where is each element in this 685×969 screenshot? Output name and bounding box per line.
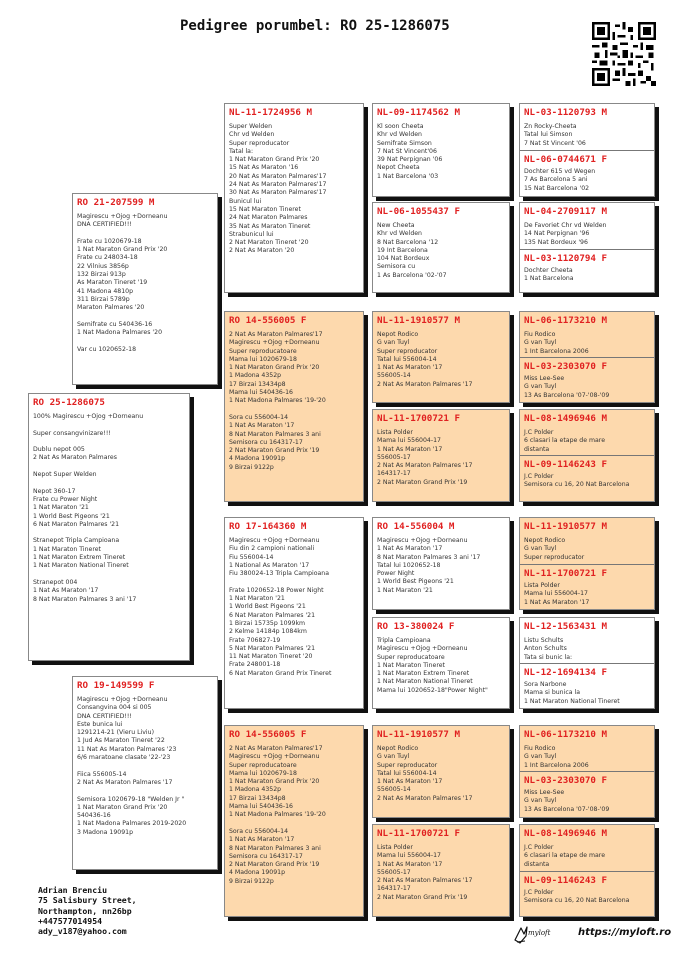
pigeon-notes: Magirescu +Ojog +Dorneanu 1 Nat As Maraton '17 8 Nat Maraton Palmares 3 ani '17 Tatal lui 1020652-18 Power Night 1 World Best Pigeons '21 1 Nat Maraton '21 [377,537,481,594]
pigeon-notes: 2 Nat As Maraton Palmares'17 Magirescu +Ojog +Dorneanu Super reproducatoare Mama lui 1020679-18 1 Nat Maraton Grand Prix '20 1 Madona 4352p 17 Birzai 13434p8 Mama lui 540436-16 1 Nat Madona Palmares '19-'20 Sora cu 556004-14 1 Nat As Maraton '17 8 Nat Maraton Palmares 3 ani Semisora cu 164317-17 2 Nat Maraton Grand Prix '19 4 Madona 19091p 9 Birzai 9122p [229,745,326,885]
ring-number: RO 13-380024 F [377,621,455,632]
ring-number: NL-08-1496946 M [524,413,607,424]
pigeon-pair-6 [519,617,655,709]
pigeon-card-sire-sire[interactable] [224,103,364,293]
pigeon-notes: Dochter 615 vd Wegen 7 As Barcelona 5 ani 15 Nat Barcelona '02 [524,168,596,192]
ring-number: RO 14-556005 F [229,729,307,740]
pigeon-notes: J.C Polder 6 clasari la etape de mare distanta [524,429,605,453]
pigeon-card-dam-dam[interactable] [224,725,364,917]
pigeon-card-ggg9[interactable] [524,521,650,562]
pigeon-card-ggg11[interactable] [524,621,650,662]
pigeon-pair-8 [519,824,655,917]
pigeon-notes: Miss Lee-See G van Tuyl 13 As Barcelona '07-'08-'09 [524,375,610,399]
ring-number: NL-11-1724956 M [229,107,312,118]
pigeon-notes: Magirescu +Ojog +Dorneanu Consangvina 004 si 005 DNA CERTIFIED!!! Este bunica lui 1291214-21 (Vieru Liviu) 1 Jud As Maraton Tineret '22 11 Nat As Maraton Palmares '23 6/6 maratoane clasate '22-'23 Fiica 556005-14 2 Nat As Maraton Palmares '17 Semisora 1020679-18 "Welden Jr " 1 Nat Maraton Grand Prix '20 540436-16 1 Nat Madona Palmares 2019-2020 3 Madona 19091p [77,696,187,836]
pigeon-notes: Magirescu +Ojog +Dorneanu Fiu din 2 campioni nationali Fiu 556004-14 1 National As Maraton '17 Fiu 380024-13 Tripla Campioana Frate 1020652-18 Power Night 1 Nat Maraton '21 1 World Best Pigeons '21 6 Nat Maraton Palmares '21 1 Birzai 15735p 1099km 2 Kelme 14184p 1084km Frate 706827-19 5 Nat Maraton Palmares '21 11 Nat Maraton Tineret '20 Frate 248001-18 6 Nat Maraton Grand Prix Tineret [229,537,332,677]
pigeon-card-gg8[interactable] [372,824,510,917]
ring-number: NL-11-1910577 M [377,729,460,740]
pigeon-notes: 2 Nat As Maraton Palmares'17 Magirescu +Ojog +Dorneanu Super reproducatoare Mama lui 1020679-18 1 Nat Maraton Grand Prix '20 1 Madona 4352p 17 Birzai 13434p8 Mama lui 540436-16 1 Nat Madona Palmares '19-'20 Sora cu 556004-14 1 Nat As Maraton '17 8 Nat Maraton Palmares 3 ani Semisora cu 164317-17 2 Nat Maraton Grand Prix '19 4 Madona 19091p 9 Birzai 9122p [229,331,326,471]
pigeon-card-ggg3[interactable] [524,206,650,247]
breeder-contact: Adrian Brenciu 75 Salisbury Street, Northampton, nn26bp +447577014954 ady_v187@yahoo.com [38,885,137,937]
pigeon-notes: Nepot Rodico G van Tuyl Super reproducator [524,537,585,561]
ring-number: RO 25-1286075 [33,397,105,408]
pigeon-card-gg2[interactable] [372,202,510,293]
ring-number: NL-09-1146243 F [524,875,607,886]
pigeon-card-ggg16[interactable] [520,871,654,906]
website-link[interactable]: https://myloft.ro [578,927,672,938]
ring-number: RO 21-207599 M [77,197,155,208]
pigeon-notes: Fiu Rodico G van Tuyl 1 Int Barcelona 2006 [524,745,589,769]
pigeon-card-ggg1[interactable] [524,107,650,148]
pigeon-card-sire-dam[interactable] [224,311,364,502]
ring-number: NL-11-1700721 F [524,568,607,579]
pigeon-notes: J.C Polder Semisora cu 16, 20 Nat Barcelona [524,889,630,905]
pigeon-card-ggg15[interactable] [524,828,650,869]
ring-number: NL-11-1910577 M [377,315,460,326]
pigeon-card-ggg8[interactable] [520,455,654,490]
pigeon-pair-7 [519,725,655,818]
pigeon-card-dam[interactable] [72,676,218,870]
pigeon-pair-2 [519,202,655,293]
pigeon-card-ggg7[interactable] [524,413,650,454]
pigeon-notes: Miss Lee-See G van Tuyl 13 As Barcelona '07-'08-'09 [524,789,610,813]
pigeon-notes: Listu Schults Anton Schults Tata si bunic la: [524,637,573,661]
ring-number: NL-06-1055437 F [377,206,460,217]
pigeon-notes: New Cheeta Khr vd Welden 8 Nat Barcelona '12 19 Int Barcelona 104 Nat Bordeux Semisora cu 1 As Barcelona '02-'07 [377,222,447,279]
pigeon-card-gg6[interactable] [372,617,510,709]
ring-number: NL-03-1120793 M [524,107,607,118]
ring-number: NL-08-1496946 M [524,828,607,839]
ring-number: NL-11-1700721 F [377,413,460,424]
ring-number: NL-12-1694134 F [524,667,607,678]
pigeon-card-ggg2[interactable] [520,150,654,193]
pigeon-notes: Nepot Rodico G van Tuyl Super reproducator Tatal lui 556004-14 1 Nat As Maraton '17 556005-14 2 Nat As Maraton Palmares '17 [377,745,473,802]
pigeon-card-ggg4[interactable] [520,249,654,284]
pigeon-notes: J.C Polder Semisora cu 16, 20 Nat Barcelona [524,473,630,489]
ring-number: NL-11-1700721 F [377,828,460,839]
ring-number: NL-09-1146243 F [524,459,607,470]
pigeon-card-dam-sire[interactable] [224,517,364,709]
pigeon-notes: Magirescu +Ojog +Dorneanu DNA CERTIFIED!!! Frate cu 1020679-18 1 Nat Maraton Grand Prix '20 Frate cu 248034-18 22 Vilnius 3856p 132 Birzai 913p As Maraton Tineret '19 41 Madona 4810p 311 Birzai 5789p Maraton Palmares '20 Semifrate cu 540436-16 1 Nat Madona Palmares '20 Var cu 1020652-18 [77,213,168,353]
pigeon-notes: Tripla Campioana Magirescu +Ojog +Dorneanu Super reproducatoare 1 Nat Maraton Tineret 1 Nat Maraton Extrem Tineret 1 Nat Maraton National Tineret Mama lui 1020652-18"Power Night" [377,637,488,694]
pigeon-notes: J.C Polder 6 clasari la etape de mare distanta [524,844,605,868]
pigeon-card-gg3[interactable] [372,311,510,403]
page-title: Pedigree porumbel: RO 25-1286075 [180,18,450,34]
ring-number: NL-06-1173210 M [524,315,607,326]
pigeon-notes: Lista Polder Mama lui 556004-17 1 Nat As Maraton '17 [524,582,590,606]
qr-code-icon [592,22,656,86]
pigeon-notes: Nepot Rodico G van Tuyl Super reproducator Tatal lui 556004-14 1 Nat As Maraton '17 556005-14 2 Nat As Maraton Palmares '17 [377,331,473,388]
pigeon-notes: De Favoriet Chr vd Welden 14 Nat Perpignan '96 135 Nat Bordeux '96 [524,222,607,246]
ring-number: RO 19-149599 F [77,680,155,691]
pigeon-card-sire[interactable] [72,193,218,385]
pigeon-notes: Sora Narbone Mama si bunica la 1 Nat Maraton National Tineret [524,681,620,705]
pigeon-pair-4 [519,409,655,502]
logo-text: myloft [528,929,551,937]
pigeon-card-gg5[interactable] [372,517,510,610]
pigeon-pair-5 [519,517,655,610]
pigeon-card-ggg13[interactable] [524,729,650,770]
ring-number: RO 14-556005 F [229,315,307,326]
ring-number: RO 14-556004 M [377,521,455,532]
pigeon-notes: 100% Magirescu +Ojog +Dorneanu Super consangvinizare!!! Dublu nepot 005 2 Nat As Maraton Palmares Nepot Super Welden Nepot 360-17 Frate cu Power Night 1 Nat Maraton '21 1 World Best Pigeons '21 6 Nat Maraton Palmares '21 Stranepot Tripla Campioana 1 Nat Maraton Tineret 1 Nat Maraton Extrem Tineret 1 Nat Maraton National Tineret Stranepot 004 1 Nat As Maraton '17 8 Nat Maraton Palmares 3 ani '17 [33,413,144,603]
ring-number: NL-06-1173210 M [524,729,607,740]
pigeon-card-subject[interactable] [28,393,190,661]
pigeon-card-ggg10[interactable] [520,564,654,607]
pigeon-notes: Zn Rocky-Cheeta Tatal lui Simson 7 Nat St Vincent '06 [524,123,586,147]
ring-number: NL-04-2709117 M [524,206,607,217]
pigeon-card-ggg6[interactable] [520,357,654,400]
ring-number: NL-11-1910577 M [524,521,607,532]
pigeon-card-gg4[interactable] [372,409,510,502]
ring-number: NL-12-1563431 M [524,621,607,632]
ring-number: NL-03-2303070 F [524,361,607,372]
ring-number: NL-03-2303070 F [524,775,607,786]
pigeon-notes: Lista Polder Mama lui 556004-17 1 Nat As Maraton '17 556005-17 2 Nat As Maraton Palmares '17 164317-17 2 Nat Maraton Grand Prix '19 [377,429,473,486]
pigeon-pair-1 [519,103,655,197]
pigeon-card-ggg14[interactable] [520,771,654,814]
pigeon-notes: Lista Polder Mama lui 556004-17 1 Nat As Maraton '17 556005-17 2 Nat As Maraton Palmares '17 164317-17 2 Nat Maraton Grand Prix '19 [377,844,473,901]
pigeon-notes: Kl soon Cheeta Khr vd Welden Semifrate Simson 7 Nat St Vincent'06 39 Nat Perpignan '06 Nepot Cheeta 1 Nat Barcelona '03 [377,123,443,180]
ring-number: NL-06-0744671 F [524,154,607,165]
pigeon-card-gg7[interactable] [372,725,510,818]
pigeon-card-gg1[interactable] [372,103,510,197]
ring-number: RO 17-164360 M [229,521,307,532]
pigeon-card-ggg12[interactable] [520,663,654,706]
ring-number: NL-03-1120794 F [524,253,607,264]
pigeon-pair-3 [519,311,655,403]
pigeon-notes: Super Welden Chr vd Welden Super reproducator Tatal la: 1 Nat Maraton Grand Prix '20 15 Nat As Maraton '16 20 Nat As Maraton Palmares'17 24 Nat As Maraton Palmares'17 30 Nat As Maraton Palmares'17 Bunicul lui 15 Nat Maraton Tineret 24 Nat Maraton Palmares 35 Nat As Maraton Tineret Strabunicul lui 2 Nat Maraton Tineret '20 2 Nat As Maraton '20 [229,123,327,255]
ring-number: NL-09-1174562 M [377,107,460,118]
pigeon-notes: Dochter Cheeta 1 Nat Barcelona [524,267,574,283]
pigeon-card-ggg5[interactable] [524,315,650,356]
pigeon-notes: Fiu Rodico G van Tuyl 1 Int Barcelona 2006 [524,331,589,355]
